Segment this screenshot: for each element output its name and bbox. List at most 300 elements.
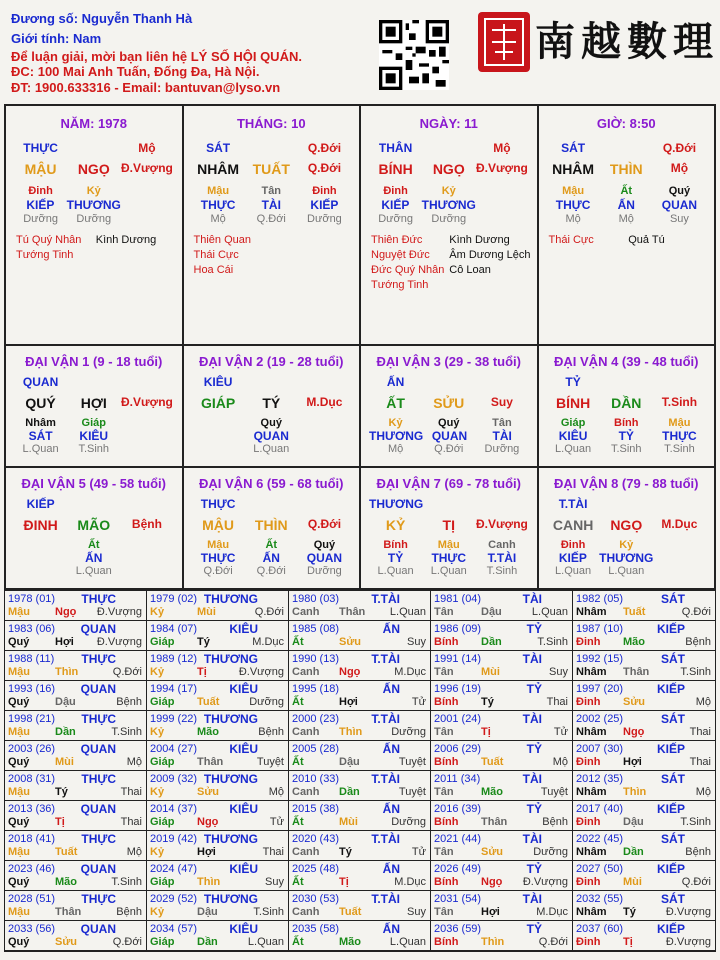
dai-van-hidden-item: Tân	[492, 417, 512, 429]
year-stem: Tân	[434, 726, 454, 738]
dai-van-gods-line	[14, 429, 174, 443]
year-label: 1986 (09)	[434, 623, 482, 635]
year-cell	[573, 591, 715, 621]
pillar-top-item	[600, 141, 653, 155]
dai-van-cell	[184, 468, 362, 588]
year-stem: Canh	[292, 606, 320, 618]
year-branch: Mão	[339, 936, 361, 948]
year-label: 2016 (39)	[434, 803, 482, 815]
year-label: 2029 (52)	[150, 893, 198, 905]
dai-van-row	[6, 346, 714, 468]
year-cell	[573, 621, 715, 651]
year-cell	[431, 771, 573, 801]
pillar-states-item: Mộ	[210, 213, 226, 225]
page-header	[0, 0, 720, 104]
year-god: ẤN	[382, 922, 400, 936]
year-label: 2015 (38)	[292, 803, 340, 815]
year-stem: Quý	[8, 816, 30, 828]
year-cell	[573, 741, 715, 771]
pillar-hidden-item	[475, 185, 528, 197]
year-label: 2021 (44)	[434, 833, 482, 845]
pillar-top-item: Mộ	[138, 141, 156, 155]
pillar-top-item: SÁT	[206, 141, 231, 155]
extras-right-col	[96, 233, 176, 263]
year-state: Suy	[549, 666, 568, 678]
year-label: 1987 (10)	[576, 623, 624, 635]
pillar-hidden-item: Mậu	[562, 185, 585, 197]
dai-van-states-line	[14, 565, 174, 577]
year-label: 1988 (11)	[8, 653, 55, 665]
year-stem: Đinh	[576, 696, 601, 708]
pillar-hidden-item: Đinh	[28, 185, 53, 197]
year-branch: Tý	[55, 786, 68, 798]
year-label: 2023 (46)	[8, 863, 56, 875]
dai-van-hidden-item: Mậu	[437, 539, 460, 551]
year-branch: Ngọ	[481, 876, 503, 888]
year-stem: Đinh	[576, 936, 601, 948]
year-stem: Ất	[292, 696, 304, 708]
year-cell	[289, 651, 431, 681]
year-stem: Kỷ	[150, 666, 165, 678]
pillar-gods-item: THƯƠNG	[421, 198, 476, 212]
dai-van-states-item: Dưỡng	[484, 443, 520, 455]
shen-sha-item: Tướng Tinh	[16, 249, 74, 261]
year-cell	[289, 621, 431, 651]
year-stem: Nhâm	[576, 666, 607, 678]
dai-van-gods-item: TỶ	[618, 429, 634, 443]
year-cell	[431, 711, 573, 741]
shen-sha-item: Tú Quý Nhân	[16, 234, 82, 246]
pillar-title: GIỜ: 8:50	[596, 116, 656, 131]
extras-left-col	[194, 233, 274, 278]
year-cell	[5, 891, 147, 921]
year-label: 1997 (20)	[576, 683, 624, 695]
year-state: Thai	[689, 726, 711, 738]
pillar-gods-line	[547, 198, 707, 212]
pillar-states-item: Q.Đới	[256, 213, 286, 225]
dai-van-gods-item	[120, 429, 173, 443]
year-label: 1995 (18)	[292, 683, 340, 695]
dai-van-hidden-line	[369, 539, 529, 551]
year-state: Tuyệt	[540, 786, 568, 798]
year-state: T.Sinh	[537, 636, 568, 648]
dai-van-states-line	[192, 565, 352, 577]
phone-email-line: ĐT: 1900.633316 - Email: bantuvan@lyso.vn	[11, 80, 281, 95]
pillar-hidden-item: Kỷ	[441, 185, 456, 197]
pillar-hidden-item: Quý	[668, 185, 691, 197]
year-stem: Nhâm	[576, 606, 607, 618]
year-state: Q.Đới	[681, 606, 711, 618]
year-label: 2011 (34)	[434, 773, 481, 785]
year-state: Thai	[120, 816, 142, 828]
year-god: QUAN	[80, 802, 116, 816]
year-stem: Tân	[434, 606, 454, 618]
dai-van-hidden-line	[547, 539, 707, 551]
shen-sha-item: Đức Quý Nhân	[371, 264, 445, 276]
year-stem: Canh	[292, 786, 320, 798]
year-state: Mộ	[126, 756, 142, 768]
year-state: Dưỡng	[249, 696, 284, 708]
dai-van-main-item: KỶ	[385, 517, 406, 533]
dai-van-main-item: ẤT	[386, 395, 405, 411]
year-god: THỰC	[81, 592, 116, 606]
year-state: Thai	[120, 786, 142, 798]
shen-sha-item: Cô Loan	[449, 264, 491, 276]
year-stem: Mậu	[8, 726, 30, 738]
year-cell	[147, 801, 289, 831]
seal-stamp-icon	[478, 12, 530, 72]
dai-van-states-item: T.Sinh	[610, 443, 642, 455]
year-stem: Quý	[8, 636, 30, 648]
year-god: TỶ	[526, 682, 542, 696]
year-label: 2033 (56)	[8, 923, 56, 935]
year-god: T.TÀI	[371, 772, 400, 786]
year-stem: Đinh	[576, 876, 601, 888]
dai-van-gods-line	[192, 551, 352, 565]
dai-van-gods-item: TÀI	[492, 429, 512, 443]
pillar-top-item	[422, 141, 475, 155]
dai-van-hidden-item	[298, 417, 351, 429]
year-branch: Mùi	[623, 876, 642, 888]
year-stem: Mậu	[8, 786, 30, 798]
year-state: T.Sinh	[253, 906, 284, 918]
dai-van-hidden-line	[192, 417, 352, 429]
year-god: SÁT	[661, 712, 685, 726]
year-cell	[147, 741, 289, 771]
dai-van-main-line	[547, 517, 707, 533]
year-branch: Tị	[623, 936, 633, 948]
shen-sha-item: Tướng Tinh	[371, 279, 429, 291]
year-branch: Tý	[623, 906, 636, 918]
dai-van-hidden-line	[192, 539, 352, 551]
year-label: 2036 (59)	[434, 923, 482, 935]
dai-van-gods-item	[14, 551, 67, 565]
pillar-top-line	[192, 141, 352, 155]
dai-van-top: T.TÀI	[558, 497, 588, 511]
dai-van-states-item	[120, 443, 173, 455]
year-cell	[431, 741, 573, 771]
dai-van-main-item: CANH	[552, 517, 594, 533]
year-branch: Hợi	[481, 906, 500, 918]
year-cell	[573, 891, 715, 921]
year-state: T.Sinh	[111, 876, 142, 888]
dai-van-main-item: MÃO	[77, 517, 111, 533]
dai-van-main-item: Bệnh	[131, 517, 162, 531]
pillar-main-item: Đ.Vượng	[475, 161, 528, 175]
dai-van-title: ĐẠI VẬN 6 (59 - 68 tuổi)	[199, 476, 344, 491]
spacer-item	[67, 497, 120, 511]
year-label: 1999 (22)	[150, 713, 198, 725]
year-state: Dưỡng	[391, 816, 426, 828]
dai-van-hidden-item	[120, 539, 173, 551]
extras-left-col	[549, 233, 629, 248]
qr-code-icon	[379, 20, 449, 90]
year-state: Đ.Vượng	[238, 666, 284, 678]
year-god: KIẾP	[656, 622, 685, 636]
year-branch: Sửu	[55, 936, 78, 948]
year-stem: Bính	[434, 936, 459, 948]
year-cell	[5, 621, 147, 651]
year-stem: Quý	[8, 756, 30, 768]
year-stem: Nhâm	[576, 846, 607, 858]
pillar-states-item: Suy	[669, 213, 689, 225]
dai-van-states-item: Q.Đới	[434, 443, 464, 455]
gender-value: Nam	[72, 31, 102, 46]
year-branch: Mão	[623, 636, 645, 648]
dai-van-states-line	[14, 443, 174, 455]
year-cell	[289, 891, 431, 921]
year-state: Suy	[407, 636, 426, 648]
year-label: 2037 (60)	[576, 923, 624, 935]
year-stem: Kỷ	[150, 786, 165, 798]
year-state: Mộ	[552, 756, 568, 768]
year-god: SÁT	[661, 652, 685, 666]
year-label: 1998 (21)	[8, 713, 56, 725]
year-cell	[289, 861, 431, 891]
pillar-main-item: BÍNH	[378, 161, 413, 177]
dai-van-top: THỰC	[200, 497, 236, 511]
year-branch: Thân	[481, 816, 508, 828]
dai-van-hidden-item: Bính	[383, 539, 408, 551]
year-god: KIẾP	[656, 682, 685, 696]
pillar-title: NĂM: 1978	[60, 116, 127, 131]
dai-van-title: ĐẠI VẬN 3 (29 - 38 tuổi)	[376, 354, 521, 369]
dai-van-main-item: THÌN	[254, 517, 288, 533]
year-state: Đ.Vượng	[96, 636, 142, 648]
year-stem: Mậu	[8, 846, 30, 858]
year-cell	[289, 831, 431, 861]
pillar-main-item: NGỌ	[432, 161, 465, 177]
year-branch: Thìn	[623, 786, 647, 798]
dai-van-main-item: NGỌ	[610, 517, 643, 533]
pillar-extras	[371, 233, 531, 293]
pillar-top-item: THỰC	[23, 141, 58, 155]
year-god: THƯƠNG	[203, 772, 258, 786]
year-branch: Thìn	[339, 726, 363, 738]
year-god: QUAN	[80, 742, 116, 756]
year-cell	[431, 591, 573, 621]
year-god: TỶ	[526, 922, 542, 936]
year-branch: Dần	[55, 726, 76, 738]
dai-van-gods-item: ẤN	[262, 551, 280, 565]
year-branch: Thân	[55, 906, 82, 918]
year-branch: Mùi	[55, 756, 74, 768]
year-label: 1989 (12)	[150, 653, 198, 665]
year-branch: Mùi	[339, 816, 358, 828]
year-stem: Tân	[434, 906, 454, 918]
year-god: ẤN	[382, 862, 400, 876]
year-label: 2012 (35)	[576, 773, 624, 785]
year-branch: Dậu	[623, 816, 644, 828]
dai-van-gods-item	[653, 551, 706, 565]
dai-van-top: KIẾP	[26, 497, 55, 511]
year-state: Q.Đới	[112, 936, 142, 948]
dai-van-main-line	[369, 517, 529, 533]
year-branch: Tị	[197, 666, 207, 678]
pillar-top-item: Q.Đới	[662, 141, 697, 155]
year-cell	[5, 681, 147, 711]
year-label: 1993 (16)	[8, 683, 56, 695]
pillar-main-item: NHÂM	[197, 161, 240, 177]
year-label: 2008 (31)	[8, 773, 56, 785]
year-god: KIẾP	[656, 802, 685, 816]
year-label: 2002 (25)	[576, 713, 624, 725]
spacer-item	[476, 497, 529, 511]
year-label: 2024 (47)	[150, 863, 198, 875]
year-stem: Tân	[434, 846, 454, 858]
year-cell	[289, 801, 431, 831]
year-state: Thai	[262, 846, 284, 858]
pillar-hidden-item: Ất	[620, 185, 633, 197]
dai-van-main-line	[192, 517, 352, 533]
dai-van-states-line	[547, 443, 707, 455]
dai-van-main-item: M.Dục	[306, 395, 343, 409]
pillar-top-item: Q.Đới	[307, 141, 342, 155]
year-god: KIÊU	[229, 922, 258, 936]
pillar-cell	[184, 106, 362, 344]
year-label: 2020 (43)	[292, 833, 340, 845]
dai-van-hidden-item: Mậu	[207, 539, 230, 551]
year-stem: Canh	[292, 906, 320, 918]
year-state: Dưỡng	[533, 846, 568, 858]
dai-van-gods-line	[369, 429, 529, 443]
year-god: ẤN	[382, 802, 400, 816]
owner-line	[11, 11, 192, 27]
pillar-title: NGÀY: 11	[419, 116, 478, 131]
year-stem: Kỷ	[150, 846, 165, 858]
year-god: T.TÀI	[371, 592, 400, 606]
year-branch: Tị	[55, 816, 65, 828]
dai-van-states-item: Dưỡng	[307, 565, 342, 577]
year-label: 2006 (29)	[434, 743, 482, 755]
year-god: THƯƠNG	[203, 892, 258, 906]
pillar-extras	[16, 233, 176, 263]
pillar-hidden-line	[192, 185, 352, 197]
dai-van-gods-item: KIÊU	[79, 429, 109, 443]
pillar-states-item	[120, 213, 173, 225]
dai-van-main-line	[14, 517, 174, 533]
year-cell	[289, 771, 431, 801]
year-stem: Tân	[434, 666, 454, 678]
shen-sha-item: Âm Dương Lệch	[449, 249, 531, 261]
year-branch: Tuất	[339, 906, 362, 918]
year-stem: Ất	[292, 876, 304, 888]
dai-van-title: ĐẠI VẬN 8 (79 - 88 tuổi)	[554, 476, 699, 491]
dai-van-gods-item: THƯƠNG	[599, 551, 654, 565]
dai-van-top-line	[192, 497, 352, 511]
year-label: 1991 (14)	[434, 653, 482, 665]
year-cell	[289, 681, 431, 711]
year-stem: Đinh	[576, 636, 601, 648]
year-god: TÀI	[522, 772, 542, 786]
year-branch: Dần	[481, 636, 502, 648]
spacer-item	[423, 497, 476, 511]
pillar-gods-item	[121, 198, 174, 212]
dai-van-top: KIÊU	[203, 375, 233, 389]
year-stem: Giáp	[150, 816, 175, 828]
year-cell	[431, 891, 573, 921]
dai-van-states-item	[14, 565, 67, 577]
year-cell	[573, 801, 715, 831]
pillar-main-line	[369, 161, 529, 177]
shen-sha-item: Nguyệt Đức	[371, 249, 430, 261]
dai-van-states-item: L.Quan	[377, 565, 414, 577]
pillar-states-item: Mộ	[618, 213, 634, 225]
dai-van-states-item: L.Quan	[555, 443, 592, 455]
dai-van-gods-item: THỰC	[431, 551, 467, 565]
dai-van-gods-item: KIẾP	[558, 551, 587, 565]
year-cell	[147, 861, 289, 891]
spacer-item	[298, 497, 351, 511]
year-branch: Tý	[339, 846, 352, 858]
year-branch: Mùi	[197, 606, 216, 618]
pillar-main-item: Q.Đới	[307, 161, 342, 175]
gender-line	[11, 31, 101, 47]
pillar-top-item: Mộ	[493, 141, 511, 155]
pillar-extras	[194, 233, 354, 278]
year-god: SÁT	[661, 592, 685, 606]
dai-van-main-item: Suy	[490, 395, 513, 409]
dai-van-hidden-line	[14, 417, 174, 429]
pillar-hidden-item: Đinh	[383, 185, 408, 197]
pillar-hidden-item: Mậu	[207, 185, 230, 197]
year-stem: Ất	[292, 636, 304, 648]
dai-van-main-item: DẦN	[611, 395, 642, 411]
year-label: 2014 (37)	[150, 803, 198, 815]
year-god: KIÊU	[229, 622, 258, 636]
year-branch: Dậu	[339, 756, 360, 768]
dai-van-gods-item: KIÊU	[558, 429, 588, 443]
year-label: 1992 (15)	[576, 653, 624, 665]
pillar-gods-item: KIẾP	[26, 198, 55, 212]
dai-van-cell	[539, 468, 715, 588]
dai-van-cell	[361, 468, 539, 588]
dai-van-main-line	[547, 395, 707, 411]
dai-van-states-item: Q.Đới	[256, 565, 286, 577]
dai-van-states-item: L.Quan	[430, 565, 467, 577]
year-branch: Ngọ	[623, 726, 645, 738]
dai-van-states-item: T.Sinh	[78, 443, 110, 455]
year-god: TỶ	[526, 622, 542, 636]
dai-van-cell	[361, 346, 539, 466]
year-cell	[5, 651, 147, 681]
shen-sha-item: Thái Cực	[193, 249, 239, 261]
year-state: Bệnh	[685, 636, 711, 648]
pillar-states-item: Dưỡng	[23, 213, 58, 225]
year-stem: Mậu	[8, 606, 30, 618]
year-branch: Mùi	[481, 666, 500, 678]
extras-right-col	[628, 233, 708, 248]
pillar-hidden-item: Tân	[261, 185, 282, 197]
dai-van-main-item: Đ.Vượng	[120, 395, 173, 409]
dai-van-top: ẤN	[386, 375, 405, 389]
shen-sha-item: Thái Cực	[548, 234, 594, 246]
year-cell	[573, 831, 715, 861]
year-cell	[5, 801, 147, 831]
year-stem: Kỷ	[150, 606, 165, 618]
year-god: THƯƠNG	[203, 832, 258, 846]
extras-left-col	[371, 233, 449, 293]
year-god: THƯƠNG	[203, 712, 258, 726]
year-state: M.Dục	[252, 636, 284, 648]
pillar-gods-line	[192, 198, 352, 212]
chart-grid	[4, 104, 716, 590]
year-cell	[147, 831, 289, 861]
dai-van-main-item: Đ.Vượng	[475, 517, 528, 531]
year-stem: Kỷ	[150, 726, 165, 738]
year-god: TÀI	[522, 652, 542, 666]
year-label: 1985 (08)	[292, 623, 340, 635]
